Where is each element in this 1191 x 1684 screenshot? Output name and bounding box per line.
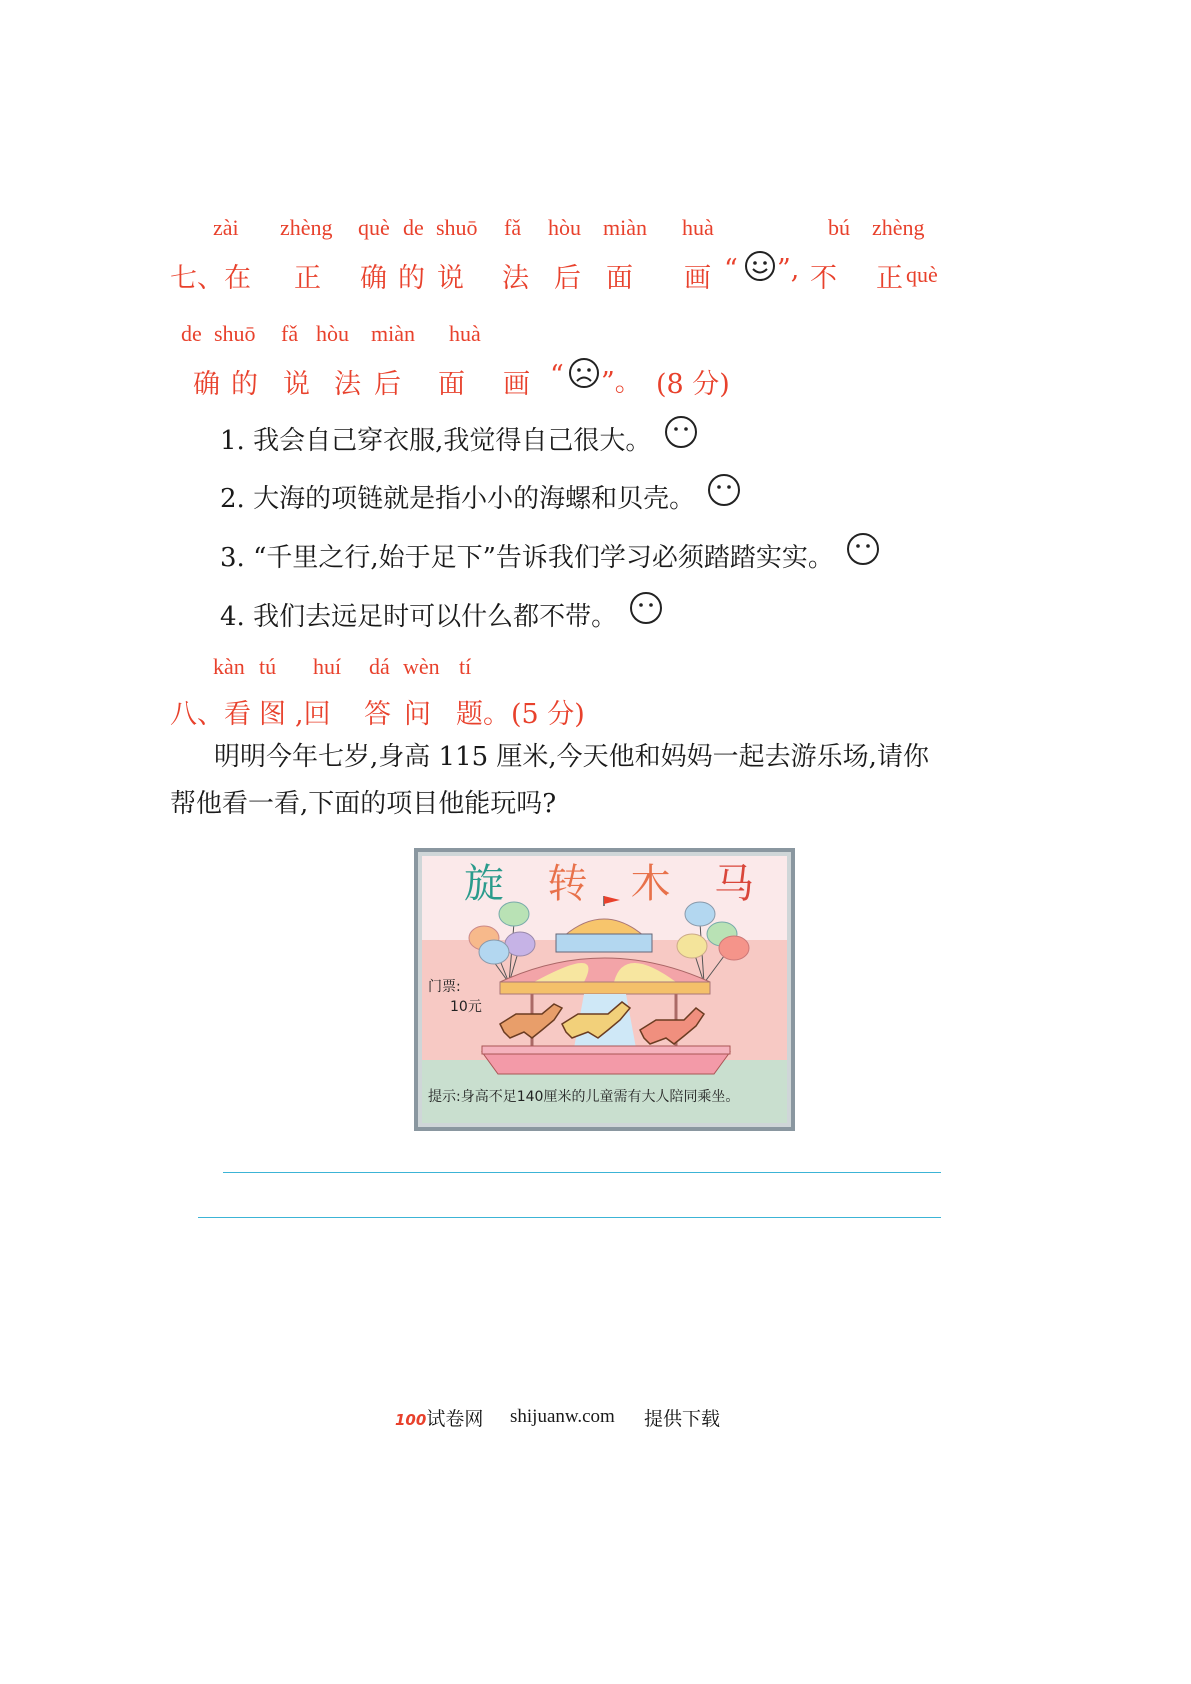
item-text: 2. 大海的项链就是指小小的海螺和贝壳。 [220,484,696,514]
pinyin: zhèng [280,215,333,240]
ticket-label: 门票: [428,979,461,995]
hanzi: 法 [334,369,361,400]
quote-close: ”。 [601,367,642,398]
hanzi: 法 [502,263,529,294]
hanzi: 说 [437,263,464,294]
hanzi: 画 [684,263,711,294]
hanzi: 正 [876,263,903,294]
sad-face-icon [568,357,600,393]
answer-line[interactable] [223,1172,941,1173]
score: (5 分) [511,699,585,730]
pinyin: kàn [213,654,245,679]
quote-open: “ [550,360,564,391]
quote-close: ”, [777,254,800,285]
pinyin: shuō [214,321,256,346]
hanzi: 确 [360,263,387,294]
pinyin: tí [459,654,472,679]
pinyin: shuō [436,215,478,240]
sign-title [464,850,754,910]
question-paragraph-line1: 明明今年七岁,身高 115 厘米,今天他和妈妈一起去游乐场,请你 [214,742,929,772]
pinyin: bú [828,215,850,240]
hanzi: 面 [606,263,633,294]
hanzi: 问 [404,699,431,730]
hanzi: 确 [193,369,220,400]
hanzi: ,回 [295,699,331,730]
pinyin: què [358,215,390,240]
hanzi: 图 [259,699,286,730]
hanzi: 画 [503,369,530,400]
pinyin: huí [313,654,342,679]
footer-provide: 提供下载 [644,1408,721,1430]
pinyin: hòu [316,321,349,346]
list-item [220,478,741,515]
list-item [220,596,663,633]
blank-face-icon[interactable] [629,591,663,632]
section7-heading-start: 七、在 [170,263,251,294]
carousel-sign-illustration [414,848,795,1131]
ticket-price: 10元 [450,999,482,1015]
sign-title-char: 马 [713,860,754,907]
pinyin: zài [213,215,239,240]
hanzi: 后 [554,263,581,294]
hanzi: 说 [283,369,310,400]
question-paragraph-line2: 帮他看一看,下面的项目他能玩吗? [170,789,557,819]
hanzi: 正 [294,263,321,294]
item-text: 3. “千里之行,始于足下”告诉我们学习必须踏踏实实。 [220,543,834,573]
smiley-face-icon [744,250,776,286]
hanzi: 后 [374,369,401,400]
pinyin: què [906,262,938,287]
pinyin: dá [369,654,390,679]
pinyin: wèn [403,654,440,679]
pinyin: de [181,321,202,346]
pinyin: hòu [548,215,581,240]
quote-open: “ [724,254,738,285]
sign-title-char: 木 [630,860,671,907]
pinyin: huà [682,215,714,240]
blank-face-icon[interactable] [707,473,741,514]
pinyin: de [403,215,424,240]
list-item [220,537,880,574]
section8-heading-start: 八、看 [170,699,251,730]
answer-line[interactable] [198,1217,941,1218]
footer-url[interactable]: shijuanw.com [510,1406,615,1427]
hanzi: 的 [398,263,425,294]
pinyin: fǎ [281,321,299,346]
hanzi: 题。 [456,699,510,730]
item-text: 1. 我会自己穿衣服,我觉得自己很大。 [220,426,652,456]
pinyin: miàn [371,321,415,346]
pinyin: miàn [603,215,647,240]
hanzi: 面 [438,369,465,400]
logo-text: 试卷网 [426,1408,484,1430]
footer [395,1404,483,1431]
sign-title-char: 旋 [464,860,504,907]
item-text: 4. 我们去远足时可以什么都不带。 [220,602,618,632]
hanzi: 的 [231,369,258,400]
pinyin: zhèng [872,215,925,240]
score: (8 分) [656,369,730,400]
blank-face-icon[interactable] [846,532,880,573]
pinyin: huà [449,321,481,346]
logo-number: 100 [395,1411,427,1429]
pinyin: tú [259,654,277,679]
sign-title-char: 转 [547,860,588,907]
pinyin: fǎ [504,215,522,240]
hanzi: 不 [810,263,837,294]
hanzi: 答 [364,699,391,730]
list-item [220,420,698,457]
sign-notice: 提示:身高不足140厘米的儿童需有大人陪同乘坐。 [428,1089,740,1105]
blank-face-icon[interactable] [664,415,698,456]
